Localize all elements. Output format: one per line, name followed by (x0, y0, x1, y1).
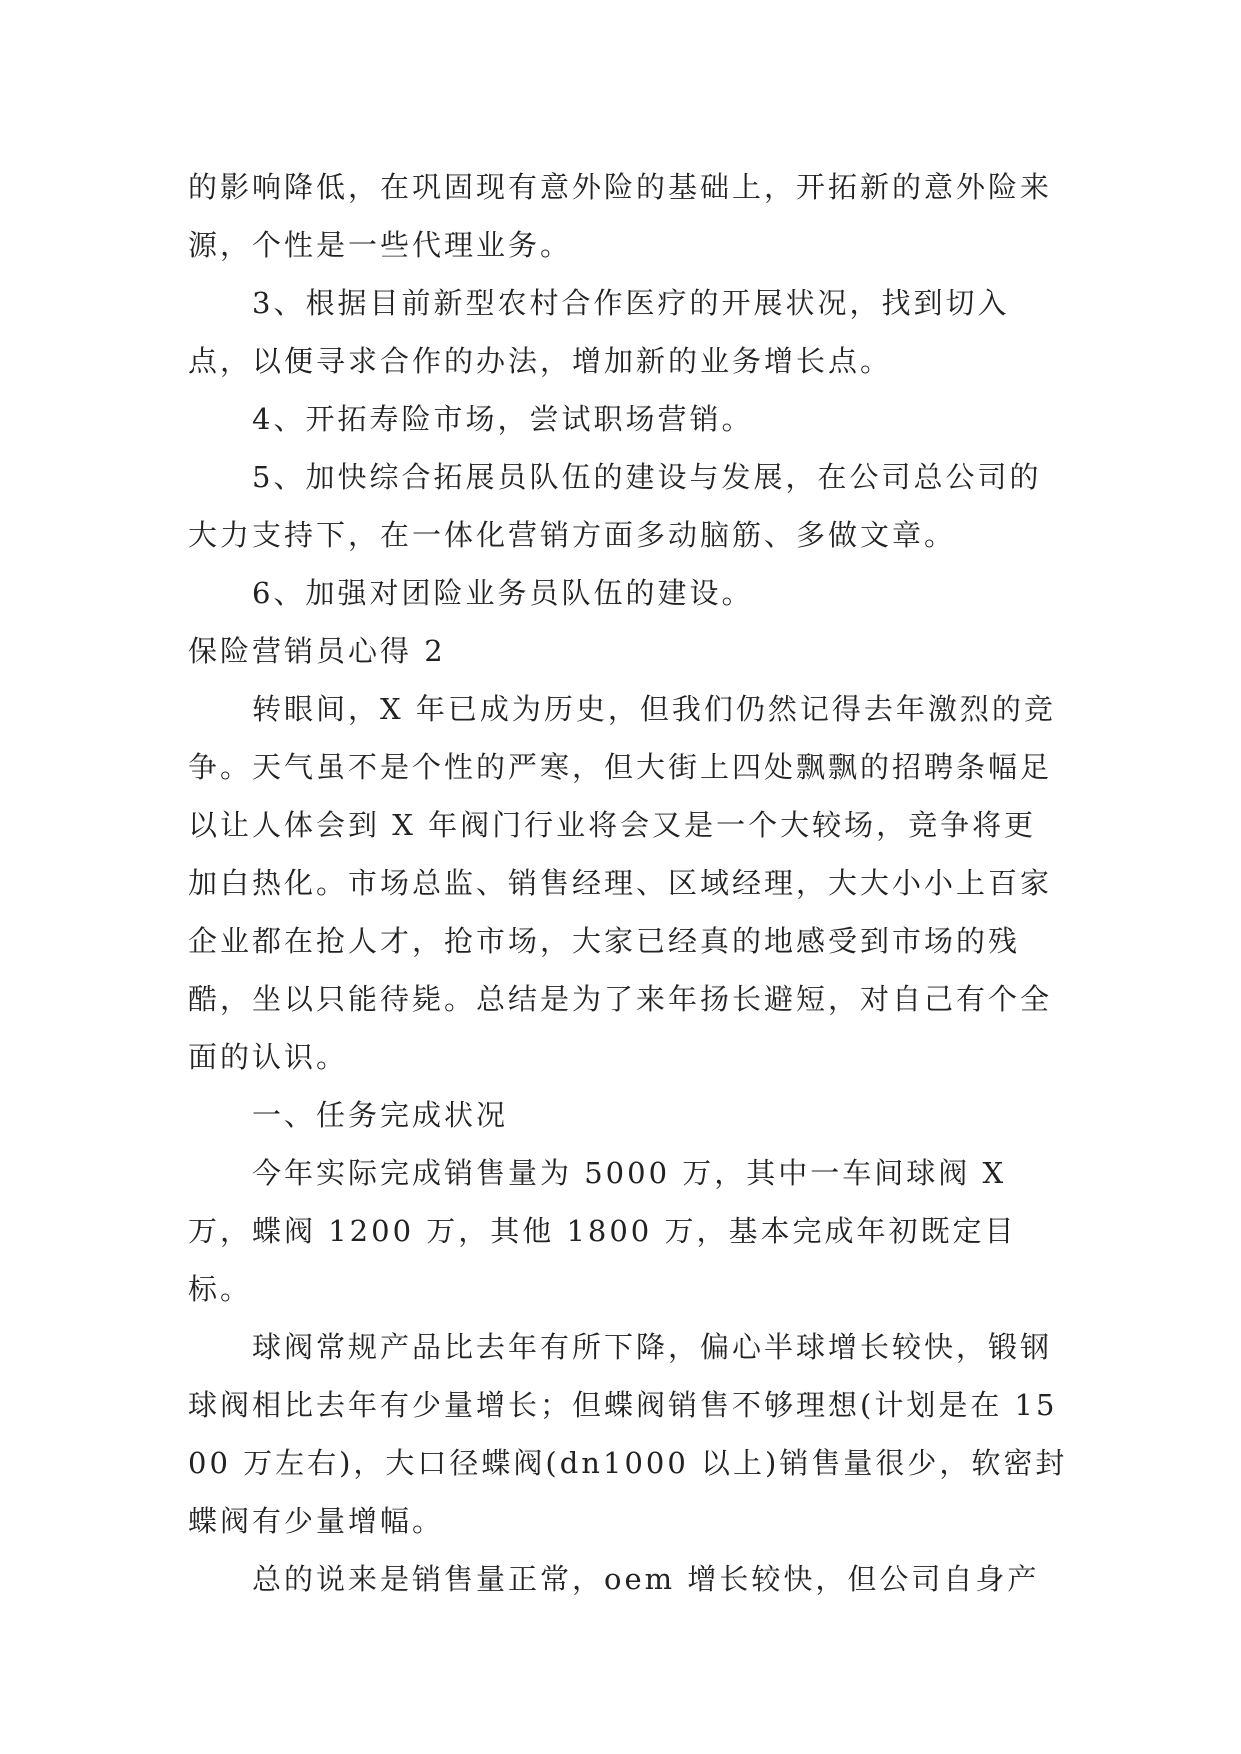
document-body (188, 158, 1068, 1608)
product-analysis-paragraph: 球阀常规产品比去年有所下降，偏心半球增长较快，锻钢球阀相比去年有少量增长；但蝶阀销售不够理想(计划是在 1500 万左右)，大口径蝶阀(dn1000 以上)销售量很少，软密封蝶阀有少量增幅。 (188, 1330, 1068, 1538)
list-item-5: 5、加快综合拓展员队伍的建设与发展，在公司总公司的大力支持下，在一体化营销方面多动脑筋、多做文章。 (188, 460, 1042, 552)
intro-paragraph: 转眼间，X 年已成为历史，但我们仍然记得去年激烈的竞争。天气虽不是个性的严寒，但大街上四处飘飘的招聘条幅足以让人体会到 X 年阀门行业将会又是一个大较场，竞争将更加白热化。市场总监、销售经理、区域经理，大大小小上百家企业都在抢人才，抢市场，大家已经真的地感受到市场的残酷，坐以只能待毙。总结是为了来年扬长避短，对自己有个全面的认识。 (188, 692, 1056, 1074)
summary-paragraph: 总的说来是销售量正常，oem 增长较快，但公司自身产 (252, 1562, 1040, 1596)
list-item-4: 4、开拓寿险市场，尝试职场营销。 (252, 402, 754, 436)
paragraph-continuation: 的影响降低，在巩固现有意外险的基础上，开拓新的意外险来源，个性是一些代理业务。 (188, 170, 1053, 262)
section-heading-task-completion: 一、任务完成状况 (252, 1098, 509, 1132)
list-item-6: 6、加强对团险业务员队伍的建设。 (252, 576, 754, 610)
document-heading: 保险营销员心得 2 (188, 634, 446, 668)
sales-volume-paragraph: 今年实际完成销售量为 5000 万，其中一车间球阀 X 万，蝶阀 1200 万，其他 1800 万，基本完成年初既定目标。 (188, 1156, 1017, 1306)
list-item-3: 3、根据目前新型农村合作医疗的开展状况，找到切入点，以便寻求合作的办法，增加新的业务增长点。 (188, 286, 1010, 378)
